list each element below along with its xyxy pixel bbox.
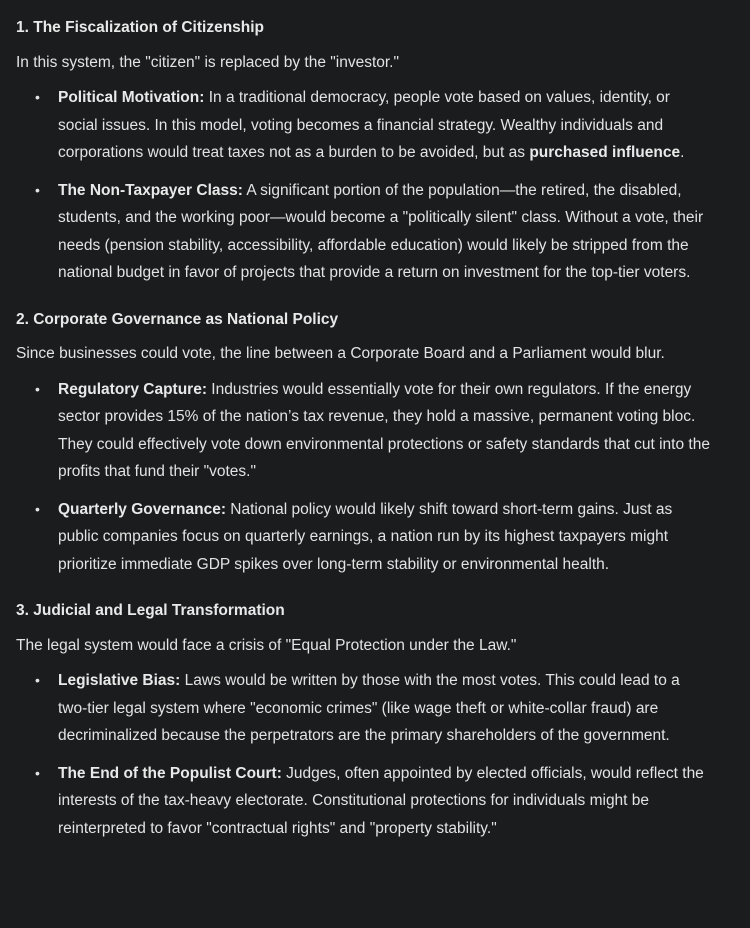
- bold-run: The End of the Populist Court:: [58, 764, 282, 782]
- bold-run: purchased influence: [529, 144, 681, 161]
- section-heading: 3. Judicial and Legal Transformation: [16, 602, 285, 619]
- section-intro: The legal system would face a crisis of "Equal Protection under the Law.": [16, 636, 517, 654]
- section-2: [16, 306, 711, 579]
- bullet-item: [16, 760, 711, 843]
- bold-run: Political Motivation:: [58, 89, 205, 106]
- bullet-list: [16, 84, 711, 287]
- bullet-item: [16, 667, 711, 750]
- bullet-list: [16, 667, 711, 842]
- bullet-list: [16, 376, 711, 579]
- bold-run: Legislative Bias:: [58, 672, 181, 689]
- text-run: A significant portion of the population—the retired, the disabled, students, and the working poor—would become a "politically silent" class. Without a vote, their needs (pension stability, accessibility, affordable education) would likely be stripped from the national budget in favor of projects that provide a return on investment for the top-tier voters.: [58, 181, 704, 281]
- document-body: [16, 14, 711, 842]
- section-1: [16, 14, 711, 287]
- section-intro: Since businesses could vote, the line between a Corporate Board and a Parliament would blur.: [16, 345, 665, 362]
- text-run: In a traditional democracy, people vote based on values, identity, or social issues. In this model, voting becomes a financial strategy. Wealthy individuals and corporations would treat taxes not as a burden to be avoided, but as: [58, 89, 670, 161]
- text-run: Judges, often appointed by elected officials, would reflect the interests of the tax-heavy electorate. Constitutional protections for individuals might be reinterpreted to favor "contractual rights" and "property stability.": [58, 764, 704, 837]
- bold-run: Regulatory Capture:: [58, 380, 207, 398]
- bullet-item: [16, 84, 711, 167]
- text-run: National policy would likely shift toward short-term gains. Just as public companies focus on quarterly earnings, a nation run by its highest taxpayers might prioritize immediate GDP spikes over long-term stability or environmental health.: [58, 500, 673, 573]
- section-intro: In this system, the "citizen" is replaced by the "investor.": [16, 53, 399, 71]
- text-run: .: [680, 144, 685, 161]
- section-heading: 2. Corporate Governance as National Policy: [16, 310, 339, 328]
- text-run: Laws would be written by those with the most votes. This could lead to a two-tier legal system where "economic crimes" (like wage theft or white-collar fraud) are decriminalized because the perpetrators are the primary shareholders of the government.: [58, 672, 680, 744]
- section-heading: 1. The Fiscalization of Citizenship: [16, 19, 265, 36]
- bold-run: Quarterly Governance:: [58, 500, 226, 518]
- text-run: Industries would essentially vote for their own regulators. If the energy sector provides 15% of the nation’s tax revenue, they hold a massive, permanent voting bloc. They could effectively vote down environmental protections or safety standards that cut into the profits that fund their "votes.": [58, 380, 710, 480]
- section-3: [16, 597, 711, 842]
- bullet-item: [16, 496, 711, 579]
- bullet-item: [16, 177, 711, 287]
- bullet-item: [16, 376, 711, 486]
- bold-run: The Non-Taxpayer Class:: [58, 181, 243, 199]
